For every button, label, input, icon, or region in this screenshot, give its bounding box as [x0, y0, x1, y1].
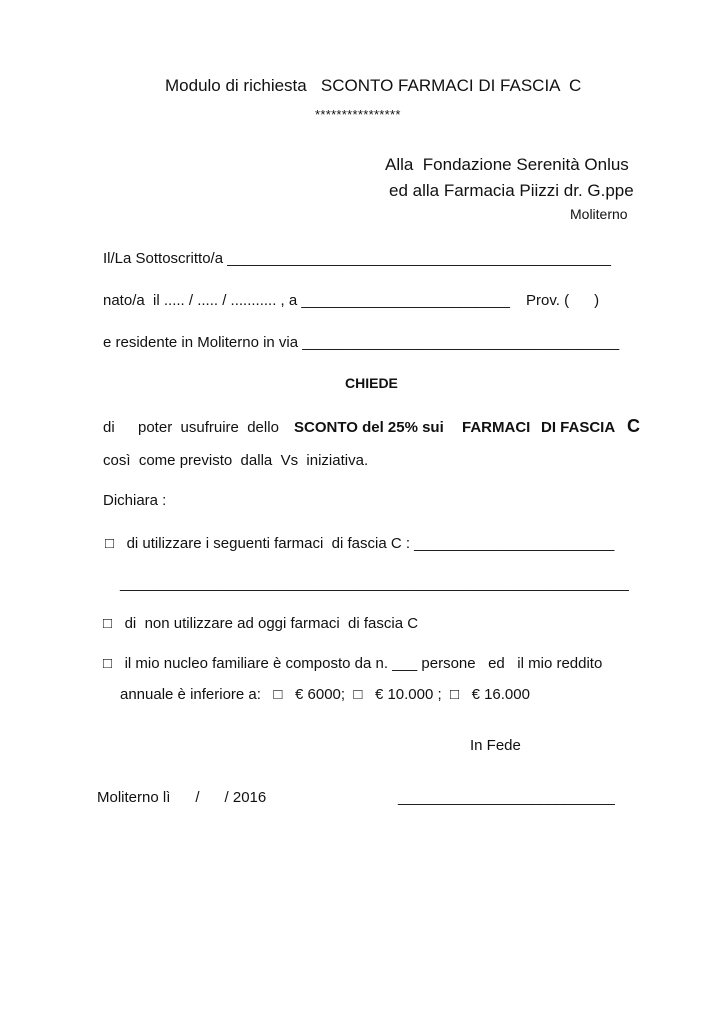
form-title: Modulo di richiesta SCONTO FARMACI DI FASCIA C [165, 76, 582, 95]
request-text-di: di [103, 419, 115, 436]
declaration-option-household: □ il mio nucleo familiare è composto da n. ___ persone ed il mio reddito [103, 655, 603, 672]
request-heading: CHIEDE [345, 375, 398, 391]
request-text-sconto: SCONTO del 25% sui [294, 419, 444, 436]
date-field: Moliterno lì / / 2016 [97, 789, 267, 806]
declaration-option-use-line: _____________________________________________________________ [120, 575, 629, 592]
request-text-c: C [627, 416, 640, 436]
declaration-income: annuale è inferiore a: □ € 6000; □ € 10.000 ; □ € 16.000 [120, 686, 530, 703]
request-text-usufruire: poter usufruire dello [138, 419, 279, 436]
declaration-option-use: □ di utilizzare i seguenti farmaci di fascia C : ________________________ [105, 535, 615, 552]
signature-line: __________________________ [398, 789, 615, 806]
subscriber-field: Il/La Sottoscritto/a ______________________________________________ [103, 250, 611, 267]
request-text-farmaci: FARMACI [462, 419, 531, 436]
in-fede: In Fede [470, 737, 521, 754]
residence-field: e residente in Moliterno in via ______________________________________ [103, 334, 620, 351]
recipient-line-2: ed alla Farmacia Piizzi dr. G.ppe [389, 181, 634, 200]
title-stars: **************** [315, 107, 401, 122]
declaration-option-not-use: □ di non utilizzare ad oggi farmaci di fascia C [103, 615, 419, 632]
birth-field: nato/a il ..... / ..... / ........... , a _________________________ [103, 292, 510, 309]
recipient-line-1: Alla Fondazione Serenità Onlus [385, 155, 629, 174]
province-field: Prov. ( ) [526, 292, 600, 309]
request-text-line-2: così come previsto dalla Vs iniziativa. [103, 452, 369, 469]
request-text-fascia: DI FASCIA [541, 419, 616, 436]
declaration-label: Dichiara : [103, 492, 167, 509]
recipient-city: Moliterno [570, 206, 628, 222]
